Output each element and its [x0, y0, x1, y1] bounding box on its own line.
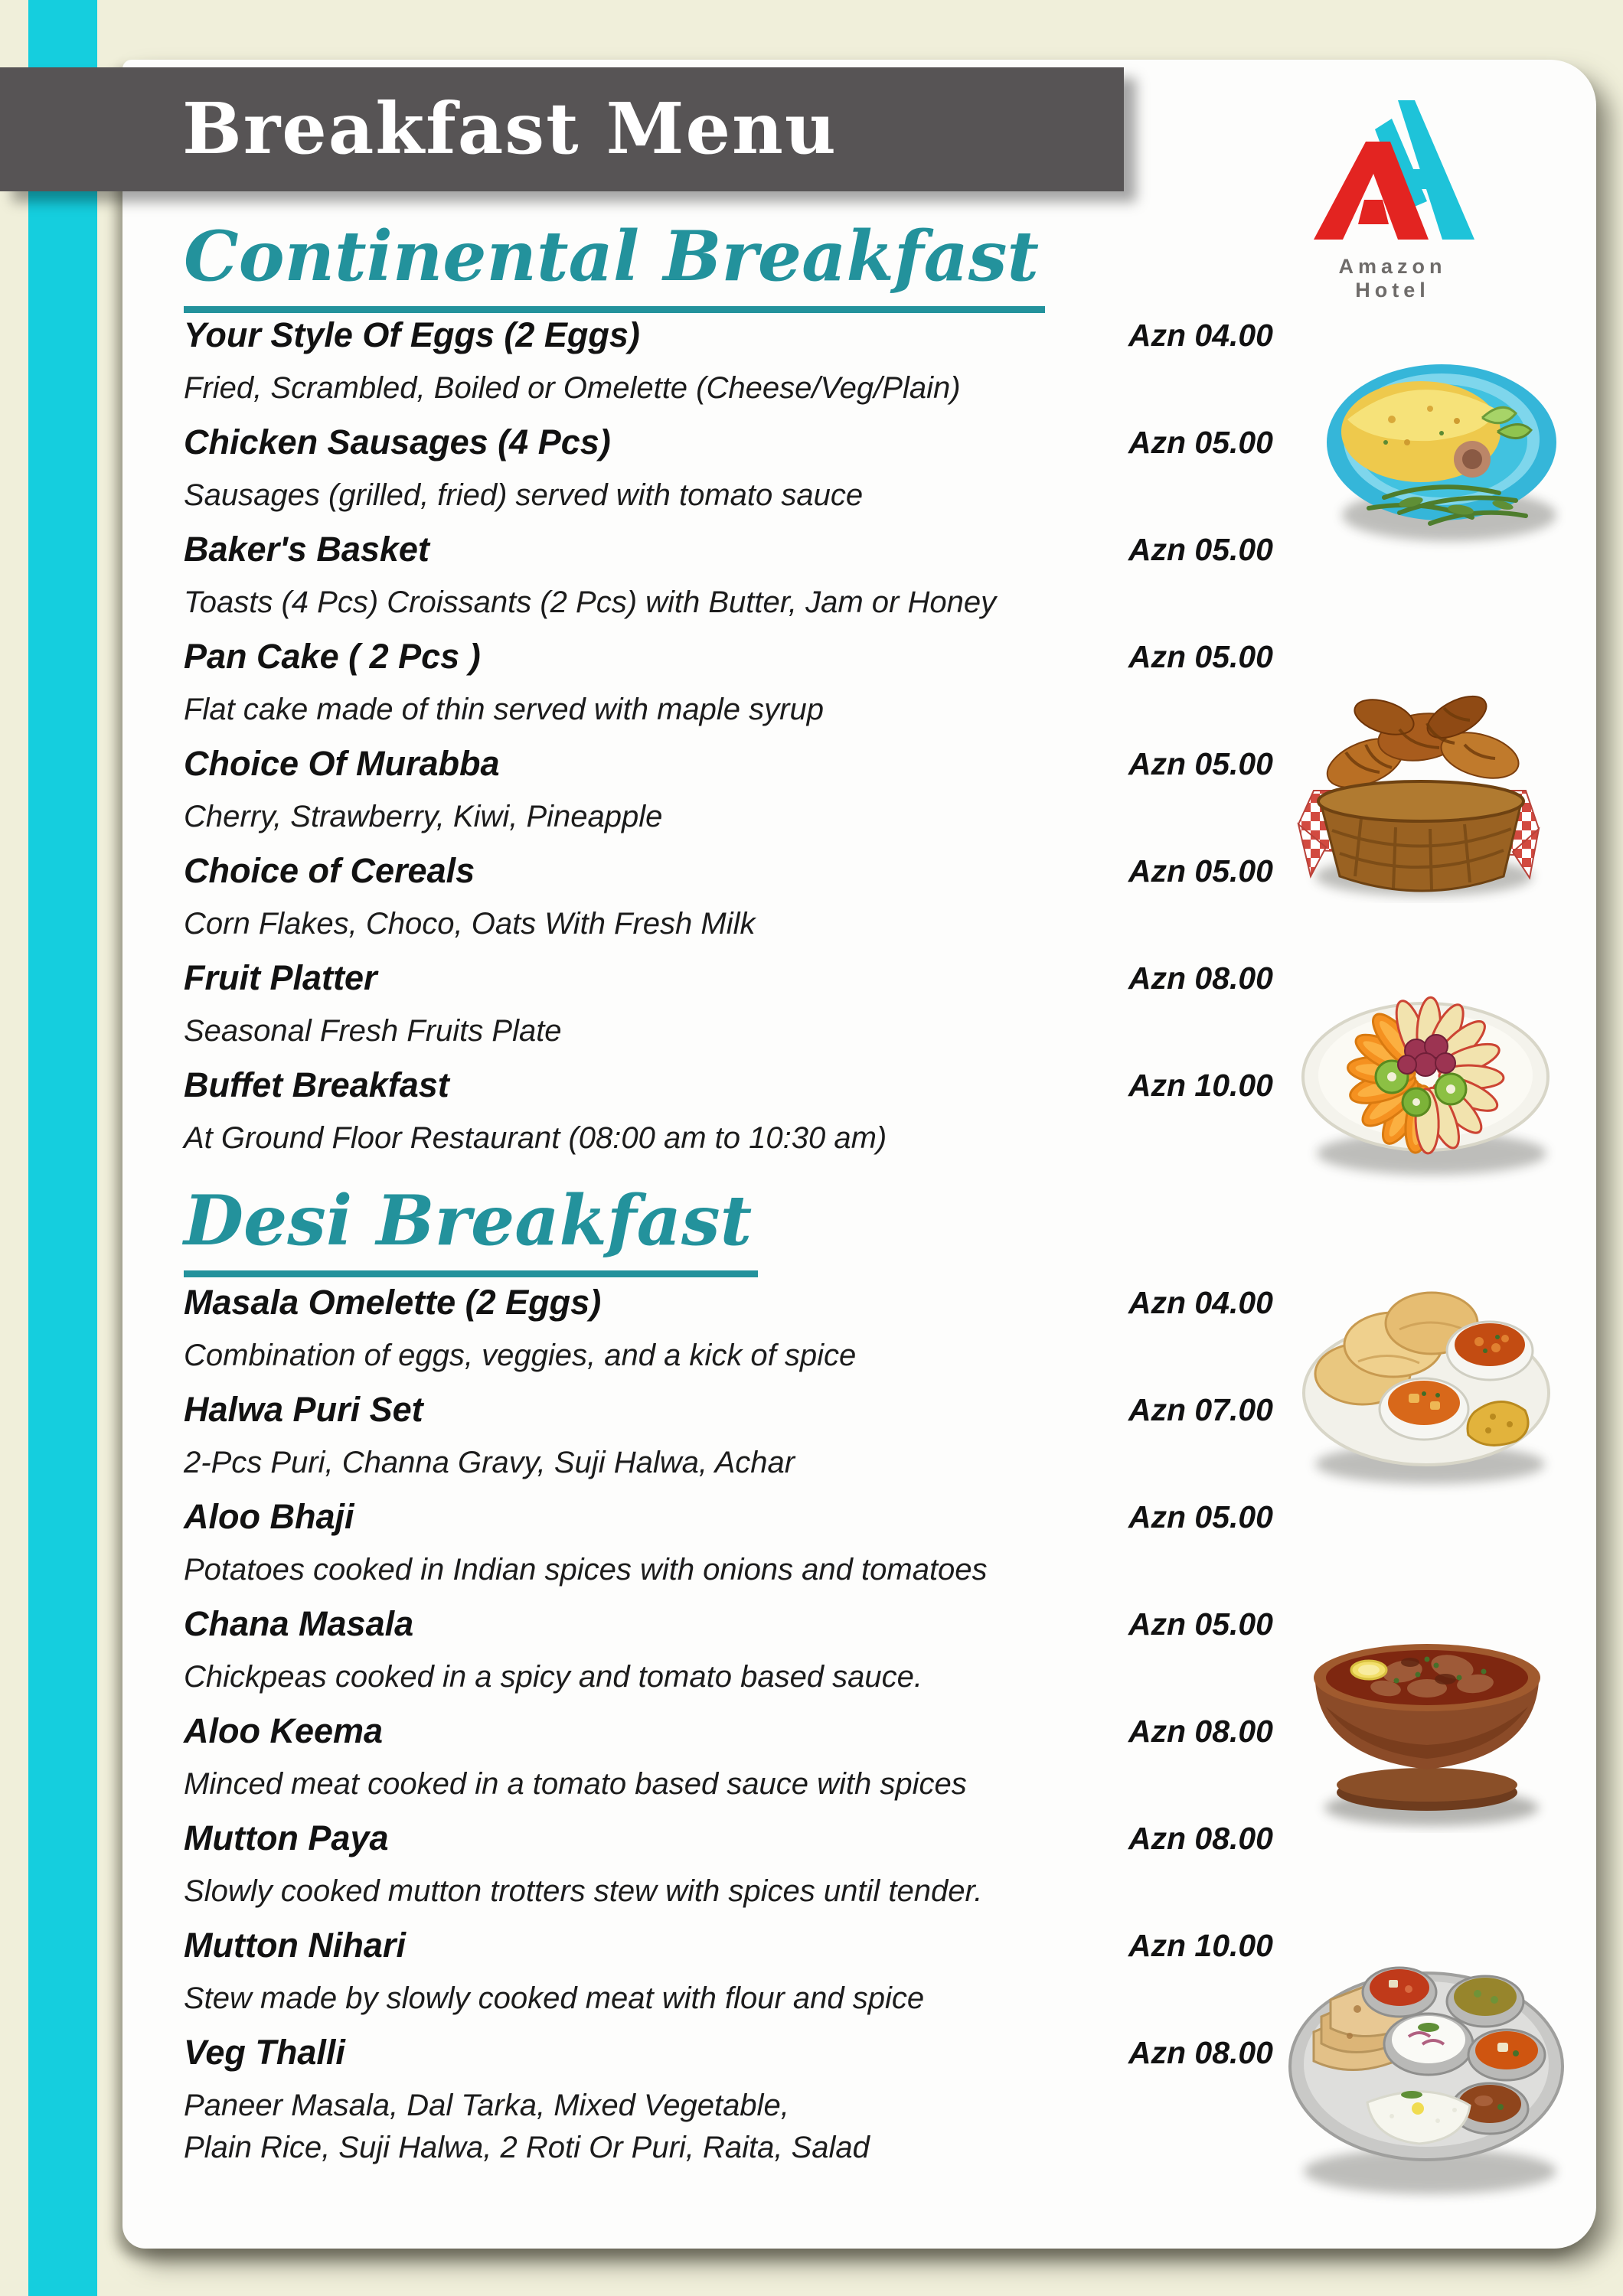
item-description: 2-Pcs Puri, Channa Gravy, Suji Halwa, Achar	[184, 1446, 795, 1479]
item-name: Mutton Paya	[184, 1818, 389, 1857]
section-continental-items	[184, 315, 1273, 1172]
photo-fruit-platter	[1294, 960, 1558, 1198]
item-description: At Ground Floor Restaurant (08:00 am to 10:30 am)	[184, 1121, 887, 1155]
item-price: Azn 05.00	[1128, 746, 1273, 781]
item-name: Mutton Nihari	[184, 1926, 406, 1965]
photo-veg-thali-plate	[1277, 1887, 1572, 2219]
menu-item	[184, 422, 1273, 530]
item-description: Paneer Masala, Dal Tarka, Mixed Vegetable,	[184, 2089, 789, 2122]
menu-item	[184, 2033, 1273, 2164]
item-description: Sausages (grilled, fried) served with tomato sauce	[184, 478, 864, 512]
photo-mutton-curry-bowl	[1295, 1592, 1559, 1837]
menu-item	[184, 315, 1273, 422]
section-desi-items	[184, 1283, 1273, 2164]
item-description: Minced meat cooked in a tomato based sauce with spices	[184, 1767, 967, 1801]
title-banner	[0, 67, 1124, 191]
item-price: Azn 05.00	[1128, 853, 1273, 889]
item-name: Choice of Cereals	[184, 851, 475, 890]
menu-item	[184, 1065, 1273, 1172]
item-price: Azn 10.00	[1128, 1928, 1273, 1963]
item-description: Potatoes cooked in Indian spices with onions and tomatoes	[184, 1553, 988, 1587]
item-name: Buffet Breakfast	[184, 1065, 449, 1104]
item-name: Masala Omelette (2 Eggs)	[184, 1283, 602, 1322]
item-price: Azn 07.00	[1128, 1392, 1273, 1427]
item-name: Halwa Puri Set	[184, 1390, 423, 1429]
menu-item	[184, 1390, 1273, 1497]
item-name: Chicken Sausages (4 Pcs)	[184, 422, 611, 461]
item-name: Choice Of Murabba	[184, 744, 500, 783]
item-description-line2: Plain Rice, Suji Halwa, 2 Roti Or Puri, Raita, Salad	[184, 2131, 870, 2164]
photo-halwa-puri-set	[1292, 1259, 1556, 1504]
hotel-logo-icon	[1292, 96, 1491, 256]
photo-croissant-basket	[1292, 647, 1549, 907]
item-price: Azn 05.00	[1128, 425, 1273, 460]
menu-item	[184, 1926, 1273, 2033]
item-name: Aloo Keema	[184, 1711, 384, 1750]
menu-item	[184, 637, 1273, 744]
item-description: Cherry, Strawberry, Kiwi, Pineapple	[184, 800, 663, 833]
item-price: Azn 08.00	[1128, 960, 1273, 996]
item-description: Toasts (4 Pcs) Croissants (2 Pcs) with Butter, Jam or Honey	[184, 585, 997, 619]
item-description: Stew made by slowly cooked meat with flour and spice	[184, 1981, 925, 2015]
item-description: Seasonal Fresh Fruits Plate	[184, 1014, 562, 1048]
item-price: Azn 10.00	[1128, 1068, 1273, 1103]
item-name: Baker's Basket	[184, 530, 429, 569]
menu-item	[184, 1497, 1273, 1604]
item-name: Pan Cake ( 2 Pcs )	[184, 637, 481, 676]
item-price: Azn 05.00	[1128, 639, 1273, 674]
menu-item	[184, 1604, 1273, 1711]
section-title-desi: Desi Breakfast	[184, 1180, 758, 1277]
section-title-continental: Continental Breakfast	[184, 216, 1045, 313]
hotel-logo-text: Amazon Hotel	[1338, 255, 1447, 302]
item-price: Azn 08.00	[1128, 2035, 1273, 2070]
hotel-logo	[1292, 96, 1491, 302]
menu-item	[184, 1818, 1273, 1926]
item-name: Your Style Of Eggs (2 Eggs)	[184, 315, 640, 354]
page-title: Breakfast Menu	[182, 87, 838, 170]
item-price: Azn 08.00	[1128, 1714, 1273, 1749]
item-description: Fried, Scrambled, Boiled or Omelette (Cheese/Veg/Plain)	[184, 371, 961, 405]
item-price: Azn 05.00	[1128, 1499, 1273, 1534]
item-name: Chana Masala	[184, 1604, 414, 1643]
item-name: Veg Thalli	[184, 2033, 345, 2072]
menu-item	[184, 744, 1273, 851]
item-price: Azn 08.00	[1128, 1821, 1273, 1856]
menu-item	[184, 530, 1273, 637]
item-price: Azn 04.00	[1128, 1285, 1273, 1320]
item-description: Corn Flakes, Choco, Oats With Fresh Milk	[184, 907, 756, 941]
item-name: Fruit Platter	[184, 958, 377, 997]
item-name: Aloo Bhaji	[184, 1497, 354, 1536]
item-price: Azn 04.00	[1128, 318, 1273, 353]
photo-omelette-plate	[1315, 335, 1568, 576]
item-price: Azn 05.00	[1128, 1606, 1273, 1642]
menu-item	[184, 1283, 1273, 1390]
menu-item	[184, 958, 1273, 1065]
item-description: Chickpeas cooked in a spicy and tomato based sauce.	[184, 1660, 923, 1694]
item-description: Flat cake made of thin served with maple syrup	[184, 693, 824, 726]
menu-item	[184, 851, 1273, 958]
left-accent-stripe	[28, 0, 97, 2296]
item-price: Azn 05.00	[1128, 532, 1273, 567]
menu-item	[184, 1711, 1273, 1818]
item-description: Combination of eggs, veggies, and a kick of spice	[184, 1339, 857, 1372]
item-description: Slowly cooked mutton trotters stew with spices until tender.	[184, 1874, 983, 1908]
